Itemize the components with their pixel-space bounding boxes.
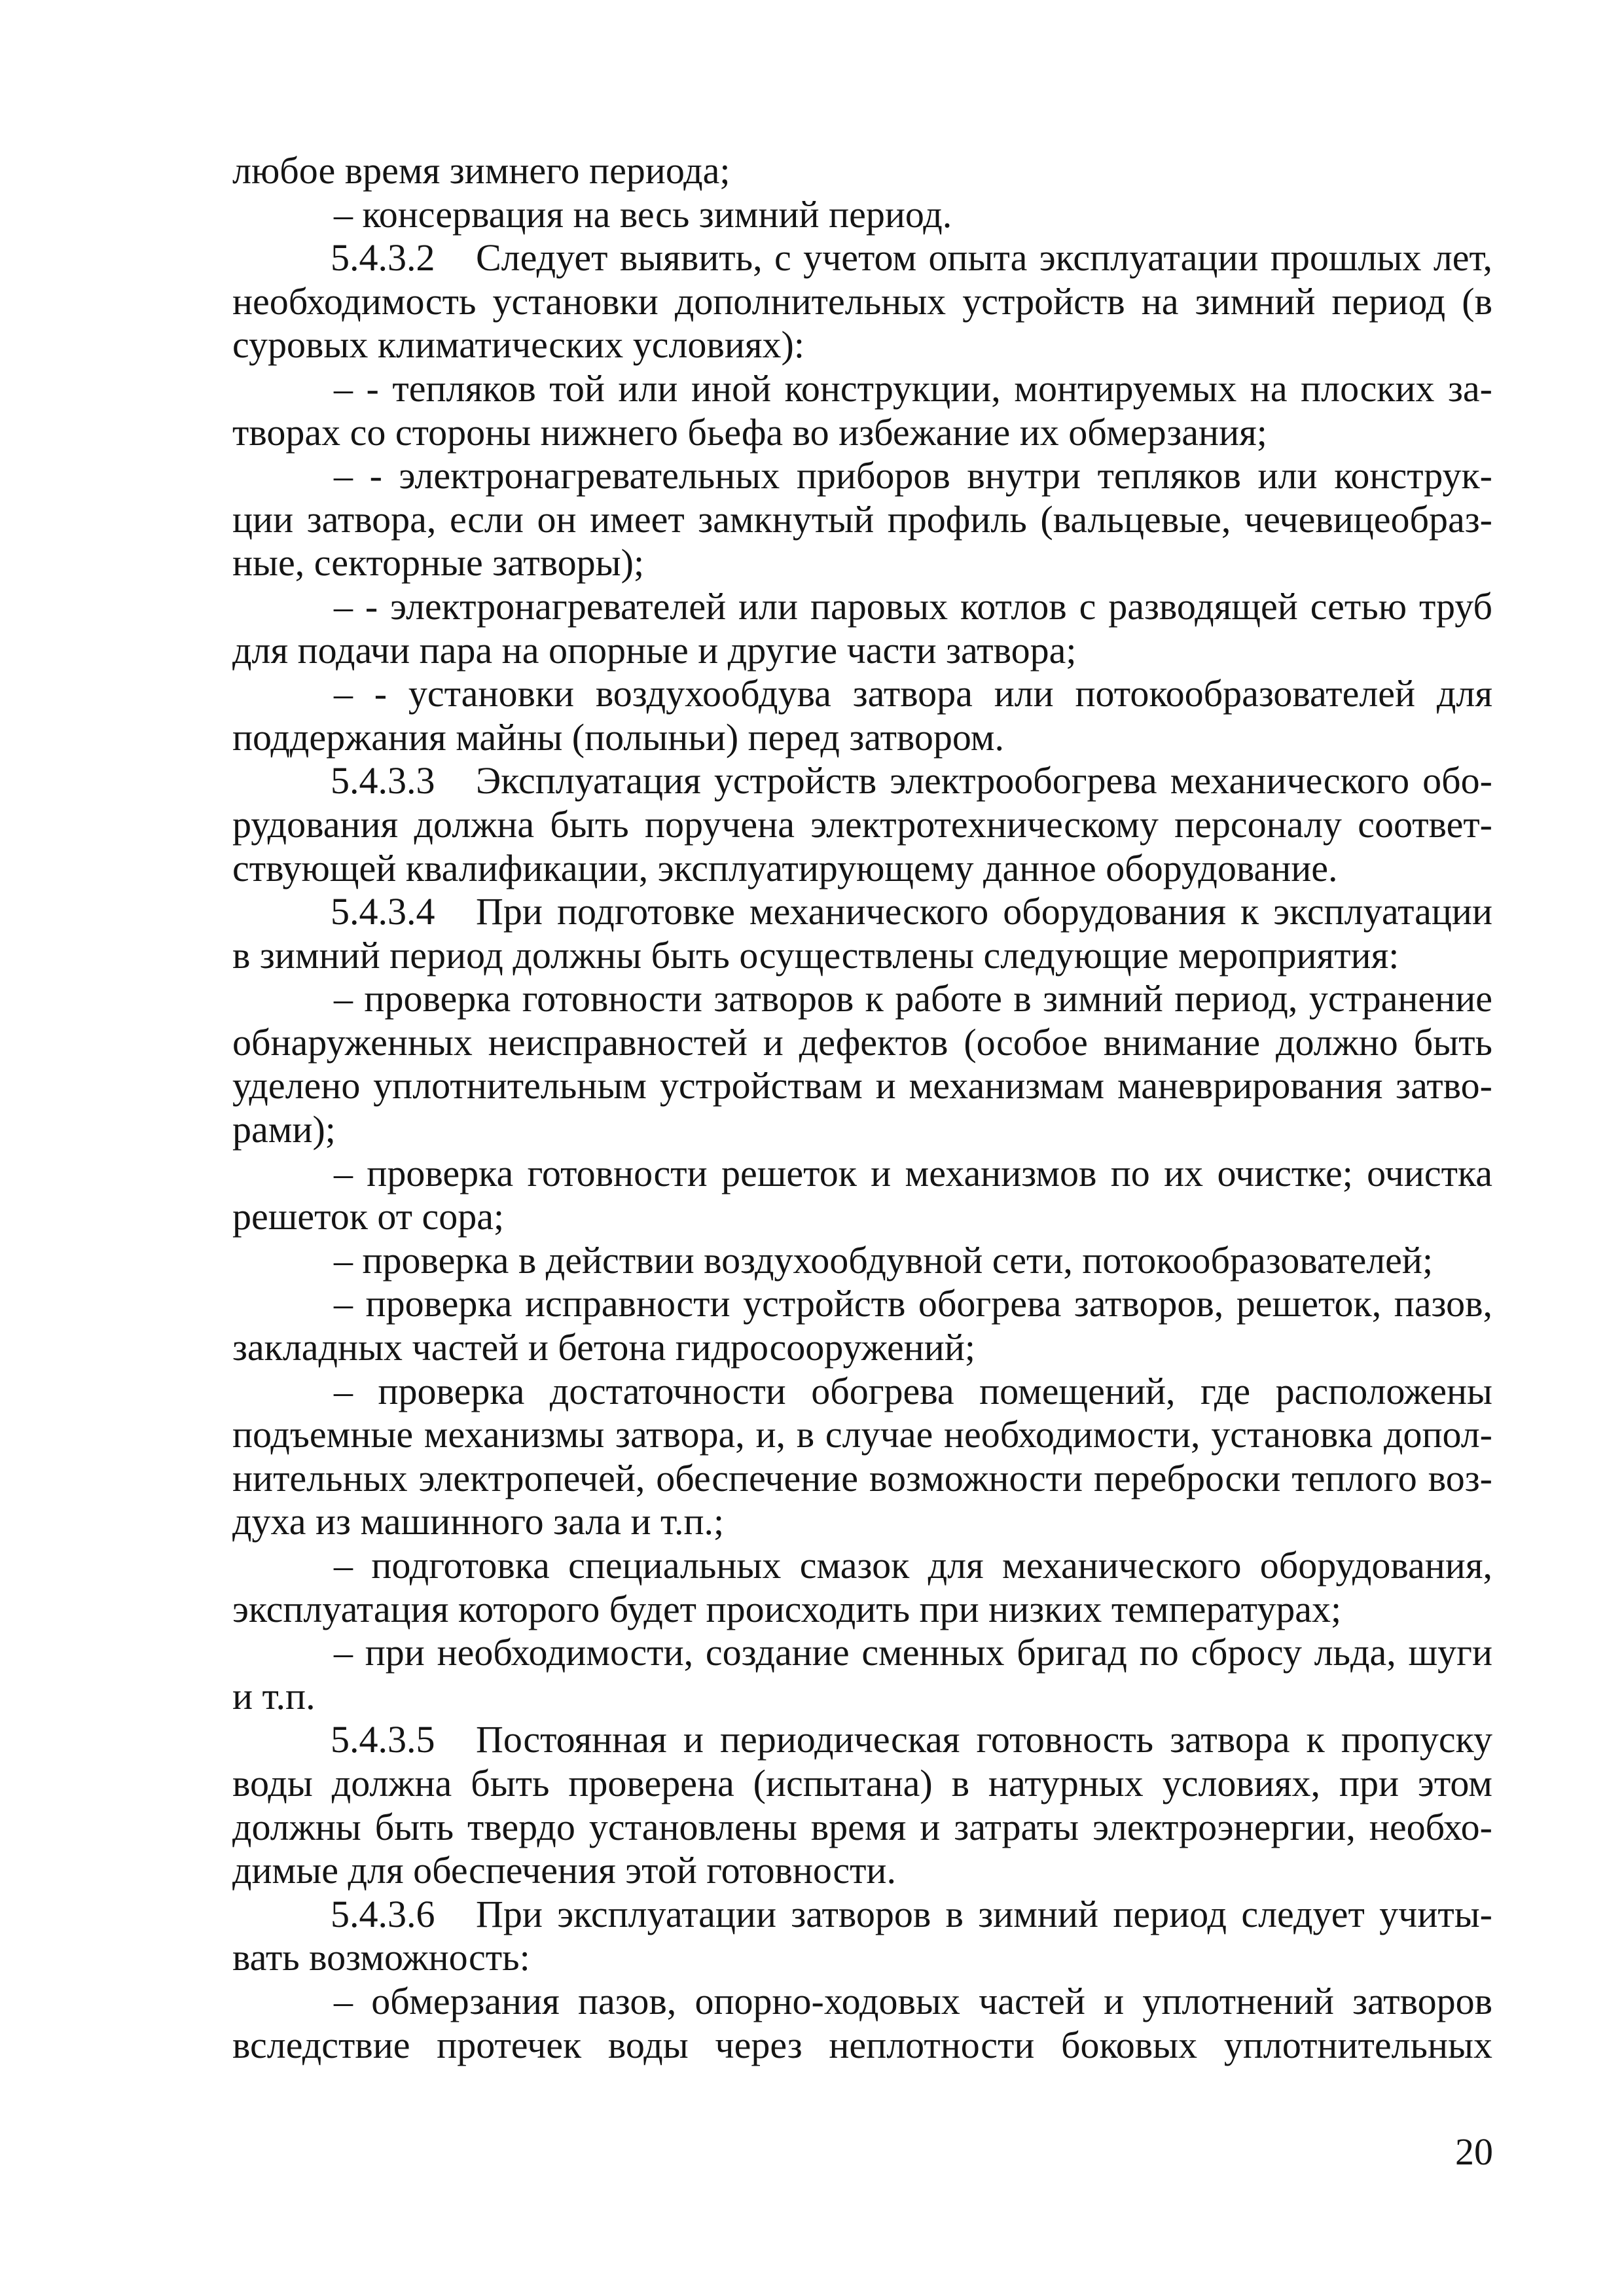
text-line: При подготовке механического оборудования к эксплуатации: [476, 890, 1492, 933]
text-line: для подачи пара на опорные и другие части затвора;: [232, 628, 1077, 672]
text-line: обнаруженных неисправностей и дефектов (особое внимание должно быть: [232, 1020, 1492, 1064]
section-heading-line: [232, 1718, 1492, 1762]
text-line: вать возможность:: [232, 1936, 530, 1979]
section-number: 5.4.3.4: [331, 890, 435, 933]
section-number: 5.4.3.5: [331, 1718, 435, 1761]
text-line: решеток от сора;: [232, 1195, 505, 1238]
list-item: – проверка достаточности обогрева помещений, где расположены: [334, 1369, 1492, 1412]
section-heading-line: [232, 1893, 1492, 1937]
text-line: ствующей квалификации, эксплуатирующему данное оборудование.: [232, 846, 1338, 889]
list-item: – проверка в действии воздухообдувной сети, потокообразователей;: [334, 1238, 1434, 1282]
page-number: 20: [1455, 2130, 1493, 2173]
text-line: закладных частей и бетона гидросооружений;: [232, 1326, 975, 1369]
list-item: – при необходимости, создание сменных бригад по сбросу льда, шуги: [334, 1631, 1492, 1674]
list-item: – проверка исправности устройств обогрева затворов, решеток, пазов,: [334, 1282, 1492, 1325]
text-line: Постоянная и периодическая готовность затвора к пропуску: [476, 1718, 1492, 1761]
section-number: 5.4.3.3: [331, 759, 435, 802]
text-line: подъемные механизмы затвора, и, в случае необходимости, установка допол-: [232, 1413, 1492, 1456]
text-line: любое время зимнего периода;: [232, 149, 731, 192]
text-line: суровых климатических условиях):: [232, 323, 804, 367]
text-line: Эксплуатация устройств электрообогрева механического обо-: [476, 759, 1492, 802]
list-item: – проверка готовности затворов к работе в зимний период, устранение: [334, 977, 1492, 1020]
list-item: – проверка готовности решеток и механизмов по их очистке; очистка: [334, 1151, 1492, 1194]
document-body: [232, 149, 1492, 2067]
text-line: необходимость установки дополнительных устройств на зимний период (в: [232, 279, 1492, 323]
text-line: ции затвора, если он имеет замкнутый профиль (вальцевые, чечевицеобраз-: [232, 497, 1492, 541]
text-line: поддержания майны (полыньи) перед затвором.: [232, 715, 1005, 759]
text-line: воды должна быть проверена (испытана) в натурных условиях, при этом: [232, 1761, 1492, 1804]
list-item: – - тепляков той или иной конструкции, монтируемых на плоских за-: [334, 367, 1492, 410]
text-line: эксплуатация которого будет происходить при низких температурах;: [232, 1587, 1342, 1630]
section-heading-line: [232, 890, 1492, 934]
text-line: ные, секторные затворы);: [232, 541, 645, 584]
text-line: нительных электропечей, обеспечение возможности переброски теплого воз-: [232, 1456, 1492, 1499]
list-item: – - электронагревателей или паровых котлов с разводящей сетью труб: [334, 584, 1492, 628]
section-number: 5.4.3.6: [331, 1892, 435, 1935]
text-line: в зимний период должны быть осуществлены следующие мероприятия:: [232, 933, 1399, 977]
text-line: вследствие протечек воды через неплотности боковых уплотнительных: [232, 2023, 1492, 2066]
list-item: – - электронагревательных приборов внутри тепляков или конструк-: [334, 454, 1492, 497]
text-line: уделено уплотнительным устройствам и механизмам маневрирования затво-: [232, 1064, 1492, 1107]
section-heading-line: [232, 759, 1492, 803]
text-line: духа из машинного зала и т.п.;: [232, 1500, 725, 1543]
text-line: рудования должна быть поручена электротехническому персоналу соответ-: [232, 802, 1492, 846]
list-item: – консервация на весь зимний период.: [334, 192, 952, 236]
section-number: 5.4.3.2: [331, 236, 435, 279]
section-heading-line: [232, 236, 1492, 280]
text-line: должны быть твердо установлены время и затраты электроэнергии, необхо-: [232, 1805, 1492, 1848]
text-line: димые для обеспечения этой готовности.: [232, 1849, 896, 1892]
text-line: При эксплуатации затворов в зимний период следует учиты-: [476, 1892, 1492, 1935]
text-line: и т.п.: [232, 1674, 316, 1717]
list-item: – обмерзания пазов, опорно-ходовых частей и уплотнений затворов: [334, 1979, 1492, 2022]
text-line: творах со стороны нижнего бьефа во избежание их обмерзания;: [232, 410, 1267, 454]
list-item: – - установки воздухообдува затвора или потокообразователей для: [334, 672, 1492, 715]
text-line: Следует выявить, с учетом опыта эксплуатации прошлых лет,: [476, 236, 1492, 279]
list-item: – подготовка специальных смазок для механического оборудования,: [334, 1544, 1492, 1587]
text-line: рами);: [232, 1108, 336, 1151]
